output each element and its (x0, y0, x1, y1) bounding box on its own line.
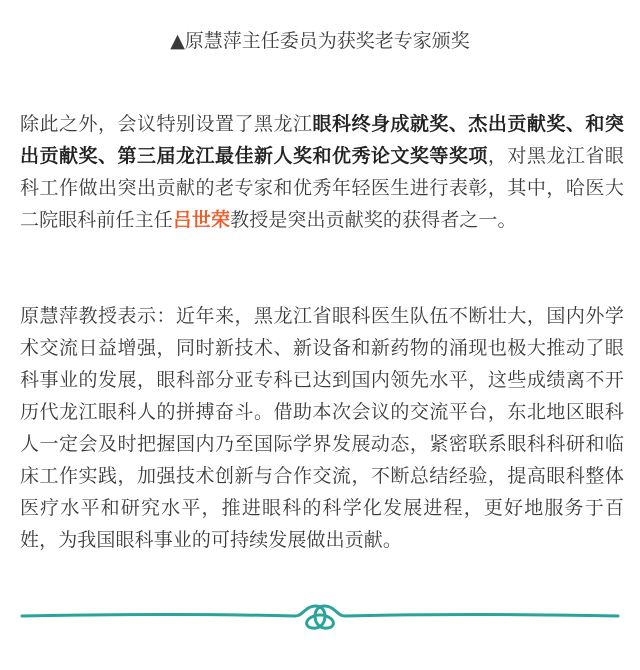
photo-caption: ▲原慧萍主任委员为获奖老专家颁奖 (170, 30, 470, 52)
paragraph-awards-intro: 除此之外，会议特别设置了黑龙江 (20, 113, 313, 135)
paragraph-awards-middle: ，对黑龙江省眼科工作做出突出贡献的老专家和优秀年轻医生进行表彰，其中，哈医大二院眼科前任主任 (20, 145, 625, 231)
paragraph-statement: 原慧萍教授表示：近年来，黑龙江省眼科医生队伍不断壮大，国内外学术交流日益增强，同时新技术、新设备和新药物的涌现也极大推动了眼科事业的发展，眼科部分亚专科已达到国内领先水平，这些成绩离不开历代龙江眼科人的拼搏奋斗。借助本次会议的交流平台，东北地区眼科人一定会及时把握国内乃至国际学界发展动态，紧密联系眼科科研和临床工作实践，加强技术创新与合作交流，不断总结经验，提高眼科整体医疗水平和研究水平，推进眼科的科学化发展进程，更好地服务于百姓，为我国眼科事业的可持续发展做出贡献。 (20, 305, 624, 551)
decorative-knot-divider-icon (20, 598, 620, 638)
award-names: 眼科终身成就奖、杰出贡献奖、和突出贡献奖、第三届龙江最佳新人奖和优秀论文奖等奖项 (20, 113, 624, 167)
paragraph-awards (20, 108, 624, 236)
highlighted-person-name: 吕世荣 (172, 209, 231, 231)
paragraph-awards-outro: 教授是突出贡献奖的获得者之一。 (230, 209, 517, 231)
